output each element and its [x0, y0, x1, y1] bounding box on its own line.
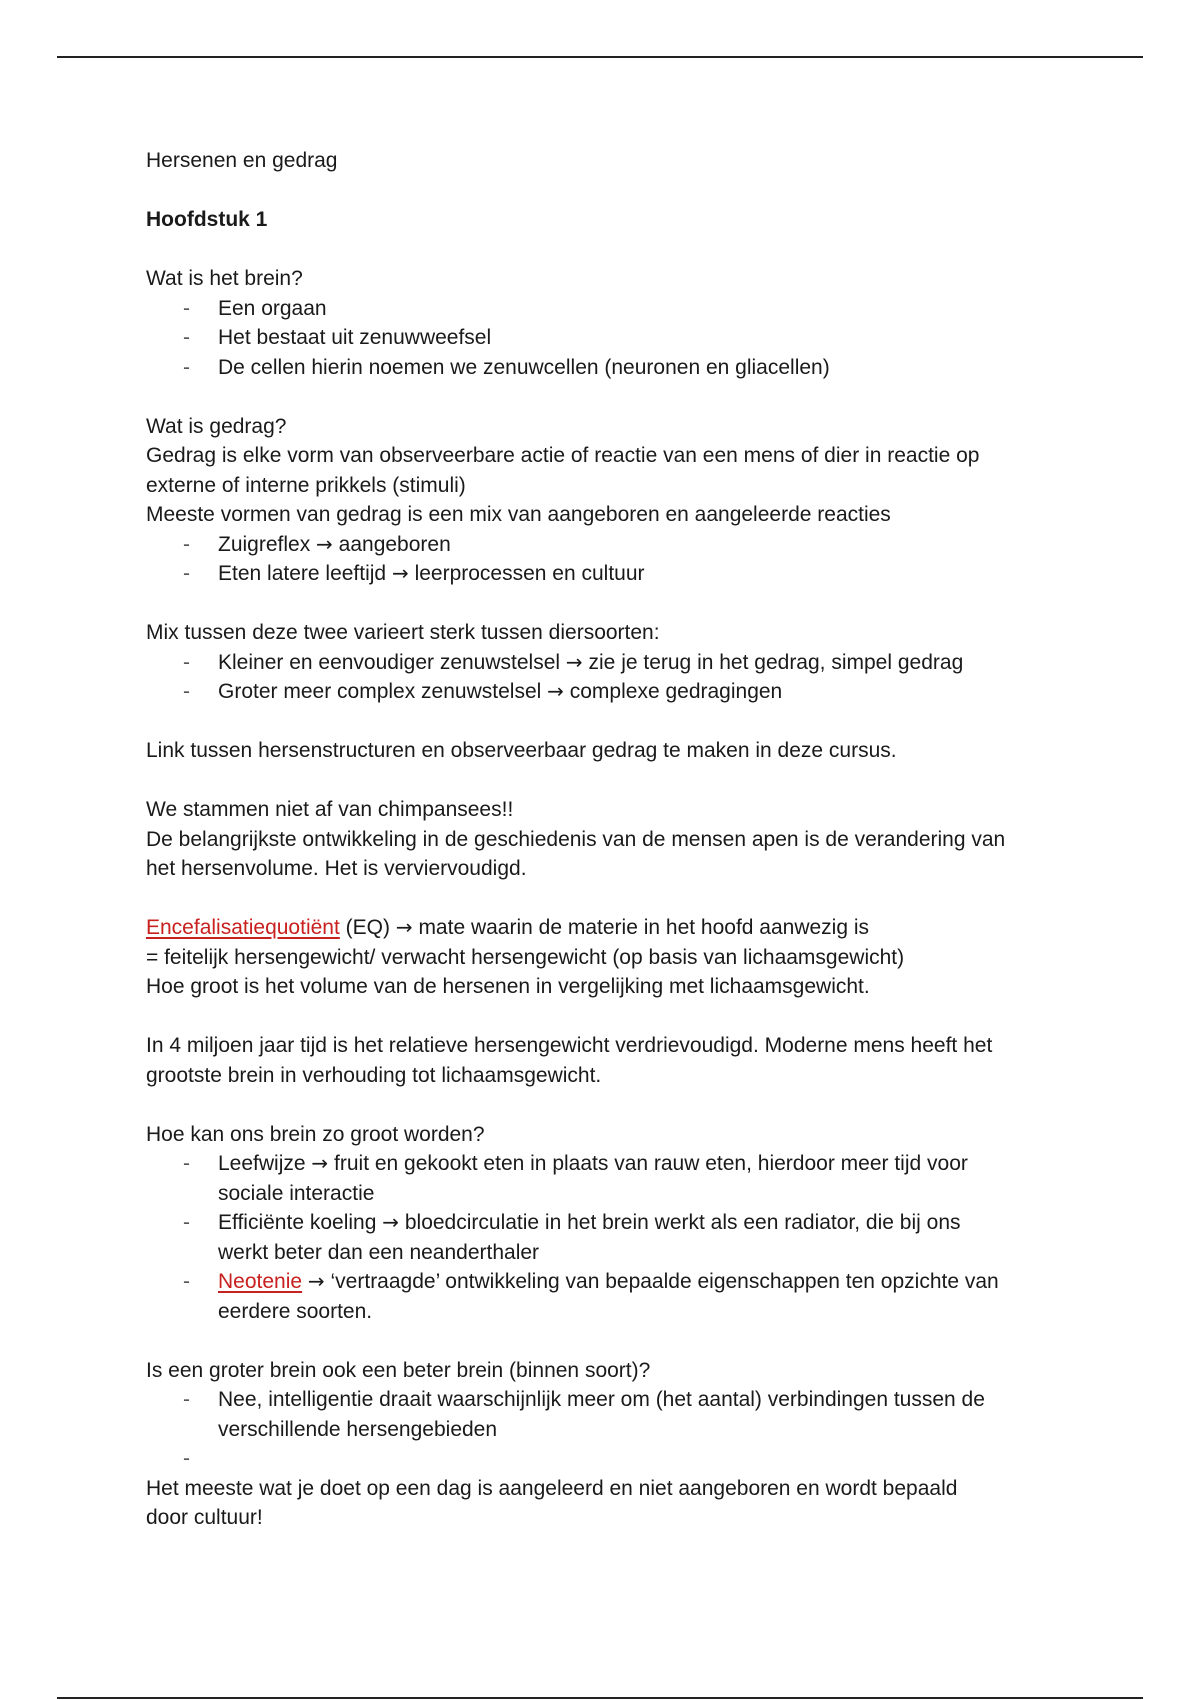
paragraph-line: Encefalisatiequotiënt (EQ) → mate waarin de materie in het hoofd aanwezig is	[146, 915, 870, 939]
paragraph-line: Het meeste wat je doet op een dag is aangeleerd en niet aangeboren en wordt bepaald	[146, 1476, 958, 1500]
arrow-icon: →	[307, 1269, 325, 1293]
list-item: - Neotenie → ‘vertraagde’ ontwikkeling van bepaalde eigenschappen ten opzichte van eerdere soorten.	[183, 1269, 999, 1323]
list-item: - Efficiënte koeling → bloedcirculatie in het brein werkt als een radiator, die bij ons werkt beter dan een neanderthaler	[183, 1210, 961, 1264]
document-body	[146, 146, 1076, 1533]
dash-bullet: -	[183, 562, 190, 585]
list-item: - De cellen hierin noemen we zenuwcellen (neuronen en gliacellen)	[146, 353, 1076, 383]
paragraph-line: Meeste vormen van gedrag is een mix van aangeboren en aangeleerde reacties	[146, 503, 891, 526]
arrow-icon: →	[395, 915, 413, 939]
species-list	[146, 648, 1076, 707]
dash-bullet: -	[183, 1388, 190, 1411]
list-item: - Groter meer complex zenuwstelsel → complexe gedragingen	[146, 677, 1076, 707]
list-item: - Kleiner en eenvoudiger zenuwstelsel → zie je terug in het gedrag, simpel gedrag	[146, 648, 1076, 678]
arrow-icon: →	[565, 649, 583, 674]
question-brain-size: Hoe kan ons brein zo groot worden?	[146, 1122, 485, 1146]
dash-bullet: -	[183, 680, 190, 703]
list-item-empty	[146, 1444, 1076, 1474]
footer-rule	[57, 1697, 1143, 1699]
paragraph-line: het hersenvolume. Het is verviervoudigd.	[146, 857, 527, 880]
header-rule	[57, 56, 1143, 58]
paragraph-line: Link tussen hersenstructuren en observeerbaar gedrag te maken in deze cursus.	[146, 739, 897, 762]
brain-list	[146, 294, 1076, 383]
paragraph-line: Mix tussen deze twee varieert sterk tussen diersoorten:	[146, 621, 660, 644]
arrow-icon: →	[311, 1151, 329, 1175]
dash-bullet: -	[183, 1211, 190, 1234]
paragraph-line: Hoe groot is het volume van de hersenen in vergelijking met lichaamsgewicht.	[146, 975, 870, 998]
arrow-icon: →	[382, 1210, 399, 1234]
document-title: Hersenen en gedrag	[146, 149, 338, 172]
dash-bullet: -	[183, 1447, 190, 1470]
paragraph-line: grootste brein in verhouding tot lichaamsgewicht.	[146, 1063, 602, 1087]
chapter-heading: Hoofdstuk 1	[146, 208, 268, 231]
dash-bullet: -	[183, 326, 190, 349]
behavior-list	[146, 530, 1076, 589]
paragraph-line: door cultuur!	[146, 1506, 263, 1529]
list-item: - Het bestaat uit zenuwweefsel	[146, 323, 1076, 353]
arrow-icon: →	[316, 531, 333, 556]
paragraph-line: De belangrijkste ontwikkeling in de geschiedenis van de mensen apen is de verandering van	[146, 827, 1006, 851]
question-better-brain: Is een groter brein ook een beter brein (binnen soort)?	[146, 1358, 651, 1382]
paragraph-line: externe of interne prikkels (stimuli)	[146, 473, 466, 497]
question-brain: Wat is het brein?	[146, 267, 303, 290]
dash-bullet: -	[183, 355, 190, 379]
question-behavior: Wat is gedrag?	[146, 414, 287, 438]
paragraph-line: Gedrag is elke vorm van observeerbare actie of reactie van een mens of dier in reactie op	[146, 444, 980, 467]
list-item: - Nee, intelligentie draait waarschijnlijk meer om (het aantal) verbindingen tussen de verschillende hersengebieden	[146, 1385, 1076, 1444]
arrow-icon: →	[547, 679, 564, 703]
term-encefalisatiequotient: Encefalisatiequotiënt	[146, 916, 340, 939]
formula-line: = feitelijk hersengewicht/ verwacht hersengewicht (op basis van lichaamsgewicht)	[146, 945, 905, 969]
list-item: - Leefwijze → fruit en gekookt eten in plaats van rauw eten, hierdoor meer tijd voor sociale interactie	[183, 1151, 968, 1205]
list-item: - Eten latere leeftijd → leerprocessen en cultuur	[146, 559, 1076, 589]
better-brain-list	[146, 1385, 1076, 1474]
paragraph-line: We stammen niet af van chimpansees!!	[146, 798, 514, 821]
list-item: - Zuigreflex → aangeboren	[146, 530, 1076, 560]
term-neotenie: Neotenie	[218, 1270, 303, 1293]
arrow-icon: →	[391, 561, 409, 585]
dash-bullet: -	[183, 296, 190, 320]
paragraph-line: In 4 miljoen jaar tijd is het relatieve hersengewicht verdrievoudigd. Moderne mens heeft het	[146, 1034, 993, 1057]
list-item: - Een orgaan	[146, 294, 1076, 324]
dash-bullet: -	[183, 650, 190, 674]
dash-bullet: -	[183, 532, 190, 556]
dash-bullet: -	[183, 1152, 190, 1175]
brain-size-list	[146, 1149, 1076, 1326]
dash-bullet: -	[183, 1270, 190, 1293]
